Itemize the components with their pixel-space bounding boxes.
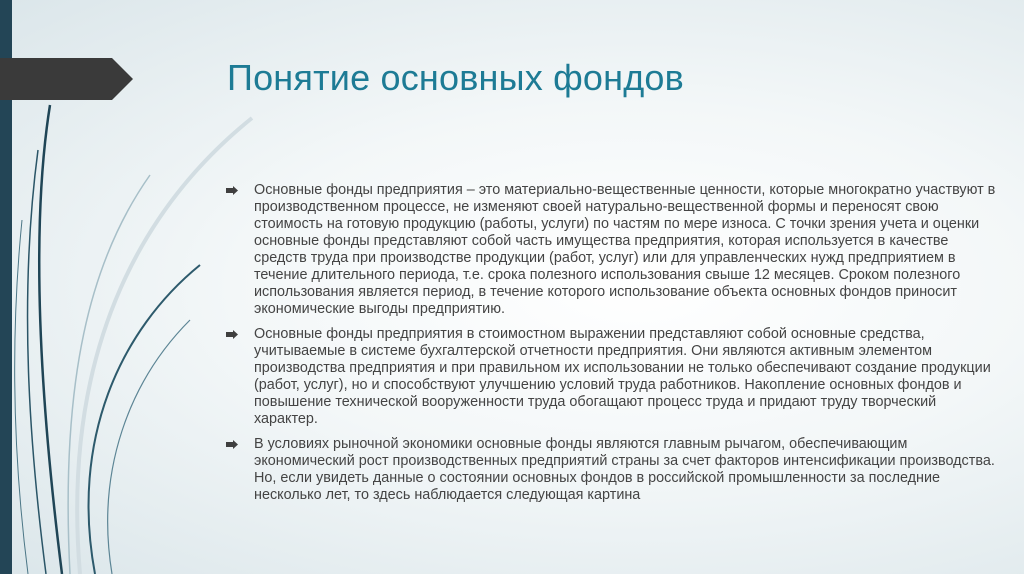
arrow-bullet-icon <box>226 440 238 449</box>
title-tab-shape <box>0 58 134 100</box>
bullet-text: Основные фонды предприятия в стоимостном выражении представляют собой основные средства, учитываемые в системе бухгалтерской отчетности предприятия. Они являются активным элементом производства предприятия и при правильном их использовании не только обеспечивают создание продукции (работ, услуг), но и способствуют улучшению условий труда работников. Накопление основных фондов и повышение технической вооруженности труда обогащают процесс труда и придают труду творческий характер. <box>254 326 991 427</box>
bullet-list <box>226 182 996 512</box>
bullet-item <box>226 326 996 428</box>
bullet-item <box>226 436 996 504</box>
bullet-text: В условиях рыночной экономики основные фонды являются главным рычагом, обеспечивающим экономический рост производственных предприятий страны за счет факторов интенсификации производства. Но, если увидеть данные о состоянии основных фондов в российской промышленности за последние несколько лет, то здесь наблюдается следующая картина <box>254 436 995 503</box>
bullet-item <box>226 182 996 318</box>
slide-title: Понятие основных фондов <box>227 57 684 98</box>
bullet-text: Основные фонды предприятия – это материально-вещественные ценности, которые многократно участвуют в производственном процессе, не изменяют своей натурально-вещественной формы и переносят свою стоимость на готовую продукцию (работы, услуги) по частям по мере износа. С точки зрения учета и оценки основные фонды представляют собой часть имущества предприятия, которая используется в качестве средств труда при производстве продукции (работ, услуг) или для управленческих нужд предприятием в течение длительного периода, т.е. срока полезного использования свыше 12 месяцев. Сроком полезного использования является период, в течение которого использование объекта основных фондов приносит экономические выгоды предприятию. <box>254 182 996 317</box>
arrow-bullet-icon <box>226 186 238 195</box>
arrow-bullet-icon <box>226 330 238 339</box>
